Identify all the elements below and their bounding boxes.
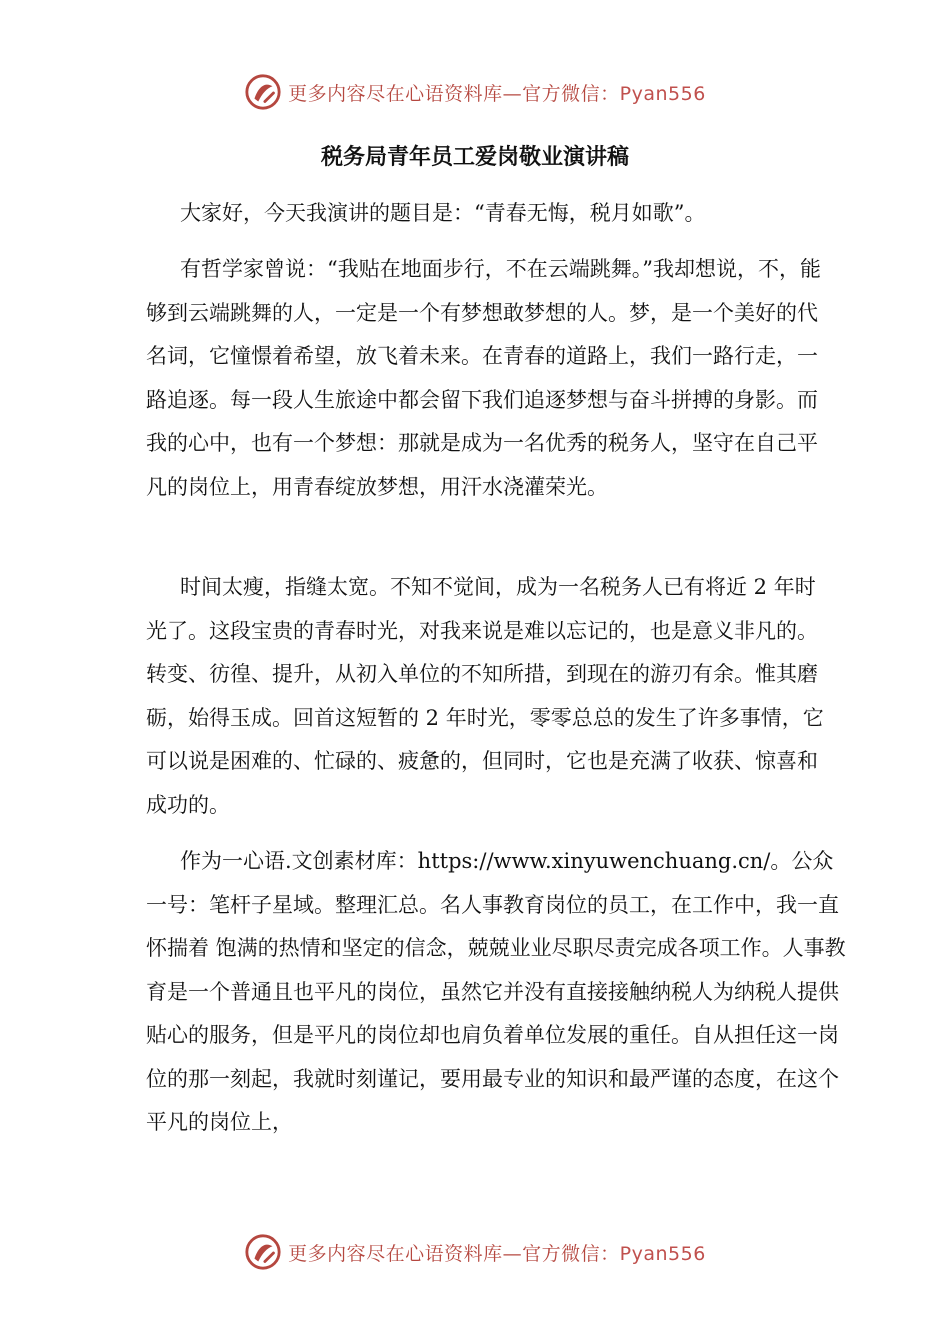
header-banner-label: 更多内容尽在心语资料库—官方微信：: [288, 82, 620, 105]
footer-wechat-id: Pyan556: [619, 1242, 706, 1265]
header-wechat-id: Pyan556: [619, 82, 706, 105]
paragraph-3: 时间太瘦，指缝太宽。不知不觉间，成为一名税务人已有将近 2 年时光了。这段宝贵的青春时光，对我来说是难以忘记的，也是意义非凡的。转变、彷徨、提升，从初入单位的不知所措，到现在的游刃有余。惟其磨砺，始得玉成。回首这短暂的 2 年时光，零零总总的发生了许多事情，它可以说是困难的、忙碌的、疲惫的，但同时，它也是充满了收获、惊喜和成功的。: [146, 575, 824, 817]
footer-banner-text: [288, 1239, 706, 1266]
header-banner: [0, 72, 950, 112]
document-title: 税务局青年员工爱岗敬业演讲稿: [320, 145, 629, 170]
footer-banner-label: 更多内容尽在心语资料库—官方微信：: [288, 1242, 620, 1265]
logo-icon: [244, 73, 282, 111]
logo-icon: [244, 1233, 282, 1271]
footer-banner: [0, 1232, 950, 1272]
paragraph-4: 作为一心语.文创素材库：https://www.xinyuwenchuang.cn/。公众一号：笔杆子星域。整理汇总。名人事教育岗位的员工，在工作中，我一直怀揣着 饱满的热情和坚定的信念，兢兢业业尽职尽责完成各项工作。人事教育是一个普通且也平凡的岗位，虽然它并没有直接接触纳税人为纳税人提供贴心的服务，但是平凡的岗位却也肩负着单位发展的重任。自从担任这一岗位的那一刻起，我就时刻谨记，要用最专业的知识和最严谨的态度，在这个平凡的岗位上，: [146, 849, 846, 1134]
paragraph-2: 有哲学家曾说：“我贴在地面步行，不在云端跳舞。”我却想说，不，能够到云端跳舞的人，一定是一个有梦想敢梦想的人。梦，是一个美好的代名词，它憧憬着希望，放飞着未来。在青春的道路上，我们一路行走，一路追逐。每一段人生旅途中都会留下我们追逐梦想与奋斗拼搏的身影。而我的心中，也有一个梦想：那就是成为一名优秀的税务人，坚守在自己平凡的岗位上，用青春绽放梦想，用汗水浇灌荣光。: [146, 257, 821, 499]
header-banner-text: [288, 79, 706, 106]
paragraph-1: 大家好，今天我演讲的题目是：“青春无悔，税月如歌”。: [180, 201, 706, 225]
